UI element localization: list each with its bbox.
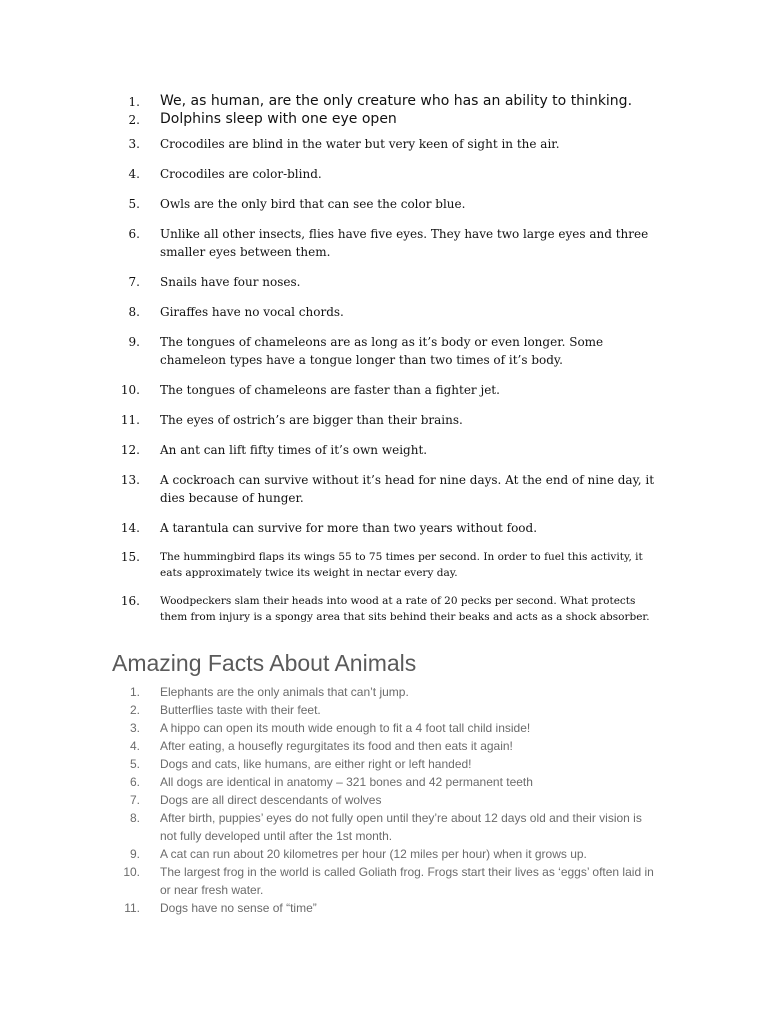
list-item — [0, 135, 660, 153]
list-item — [0, 333, 660, 369]
list-item — [0, 381, 660, 399]
list-item-text: After eating, a housefly regurgitates its food and then eats it again! — [160, 739, 513, 753]
facts-list — [0, 92, 660, 625]
amazing-facts-list — [0, 683, 660, 917]
list-item — [0, 519, 660, 537]
list-item-number: 5. — [128, 197, 140, 211]
list-item — [0, 863, 660, 899]
list-item — [0, 303, 660, 321]
list-item — [0, 165, 660, 183]
list-item-text: The tongues of chameleons are faster than a fighter jet. — [160, 383, 500, 397]
list-item-number: 4. — [128, 167, 140, 181]
list-item-number: 7. — [128, 275, 140, 289]
list-item-text: A cockroach can survive without it’s head for nine days. At the end of nine day, it dies because of hunger. — [160, 473, 655, 505]
list-item-text: Giraffes have no vocal chords. — [160, 305, 344, 319]
list-item-number: 9. — [129, 847, 140, 861]
list-item-text: Crocodiles are blind in the water but very keen of sight in the air. — [160, 137, 560, 151]
list-item-number: 16. — [120, 594, 140, 608]
list-item-number: 8. — [128, 305, 140, 319]
list-item — [0, 593, 660, 625]
list-item — [0, 110, 660, 128]
list-item-number: 2. — [128, 113, 140, 127]
list-item-text: A tarantula can survive for more than two years without food. — [160, 521, 538, 535]
list-item-number: 15. — [120, 550, 140, 564]
list-item-text: The largest frog in the world is called Goliath frog. Frogs start their lives as ‘eggs’ often laid in or near fresh water. — [160, 865, 654, 897]
list-item — [0, 809, 660, 845]
list-item-number: 9. — [128, 335, 140, 349]
list-item-number: 10. — [123, 865, 140, 879]
list-item — [0, 549, 660, 581]
list-item — [0, 195, 660, 213]
list-item — [0, 773, 660, 791]
list-item-text: All dogs are identical in anatomy – 321 bones and 42 permanent teeth — [160, 775, 533, 789]
list-item-number: 6. — [128, 227, 140, 241]
list-item-number: 10. — [120, 383, 140, 397]
list-item — [0, 755, 660, 773]
list-item-number: 13. — [120, 473, 140, 487]
list-item-number: 1. — [128, 95, 140, 109]
list-item-text: Crocodiles are color-blind. — [160, 167, 322, 181]
list-item-number: 12. — [120, 443, 140, 457]
list-item-number: 11. — [120, 413, 140, 427]
list-item — [0, 845, 660, 863]
list-item-number: 4. — [129, 739, 140, 753]
list-item-number: 7. — [129, 793, 140, 807]
list-item-text: A hippo can open its mouth wide enough to fit a 4 foot tall child inside! — [160, 721, 531, 735]
list-item — [0, 225, 660, 261]
list-item-number: 14. — [120, 521, 140, 535]
list-item-text: Butterflies taste with their feet. — [160, 703, 321, 717]
list-item — [0, 683, 660, 701]
list-item-text: A cat can run about 20 kilometres per hour (12 miles per hour) when it grows up. — [160, 847, 587, 861]
list-item-text: Elephants are the only animals that can’t jump. — [160, 685, 409, 699]
list-item-text: Unlike all other insects, flies have five eyes. They have two large eyes and three smaller eyes between them. — [160, 227, 649, 259]
list-item — [0, 273, 660, 291]
list-item-text: The hummingbird flaps its wings 55 to 75 times per second. In order to fuel this activity, it eats approximately twice its weight in nectar every day. — [160, 551, 643, 579]
list-item-text: The eyes of ostrich’s are bigger than their brains. — [160, 413, 463, 427]
list-item-text: Woodpeckers slam their heads into wood at a rate of 20 pecks per second. What protects them from injury is a spongy area that sits behind their beaks and acts as a shock absorber. — [160, 595, 650, 623]
list-item-number: 6. — [129, 775, 140, 789]
list-item — [0, 719, 660, 737]
list-item-text: Dogs have no sense of “time” — [160, 901, 317, 915]
list-item — [0, 471, 660, 507]
list-item-text: Dogs are all direct descendants of wolves — [160, 793, 382, 807]
list-item-text: Dolphins sleep with one eye open — [160, 111, 397, 127]
list-item — [0, 92, 660, 110]
list-item — [0, 441, 660, 459]
list-item-text: Dogs and cats, like humans, are either right or left handed! — [160, 757, 472, 771]
list-item-text: Owls are the only bird that can see the color blue. — [160, 197, 466, 211]
list-item-text: Snails have four noses. — [160, 275, 301, 289]
list-item-number: 8. — [129, 811, 140, 825]
list-item-number: 5. — [129, 757, 140, 771]
list-item-number: 11. — [124, 901, 140, 915]
list-item-text: An ant can lift fifty times of it’s own weight. — [160, 443, 428, 457]
list-item — [0, 791, 660, 809]
list-item-text: We, as human, are the only creature who has an ability to thinking. — [160, 93, 633, 109]
list-item-number: 2. — [129, 703, 140, 717]
list-item — [0, 737, 660, 755]
list-item — [0, 701, 660, 719]
list-item-text: The tongues of chameleons are as long as it’s body or even longer. Some chameleon types have a tongue longer than two times of it’s body. — [160, 335, 604, 367]
list-item — [0, 899, 660, 917]
list-item-number: 1. — [129, 685, 140, 699]
list-item-number: 3. — [129, 721, 140, 735]
list-item-number: 3. — [128, 137, 140, 151]
section-heading: Amazing Facts About Animals — [112, 650, 417, 676]
list-item — [0, 411, 660, 429]
list-item-text: After birth, puppies’ eyes do not fully open until they’re about 12 days old and their vision is not fully developed until after the 1st month. — [160, 811, 642, 843]
